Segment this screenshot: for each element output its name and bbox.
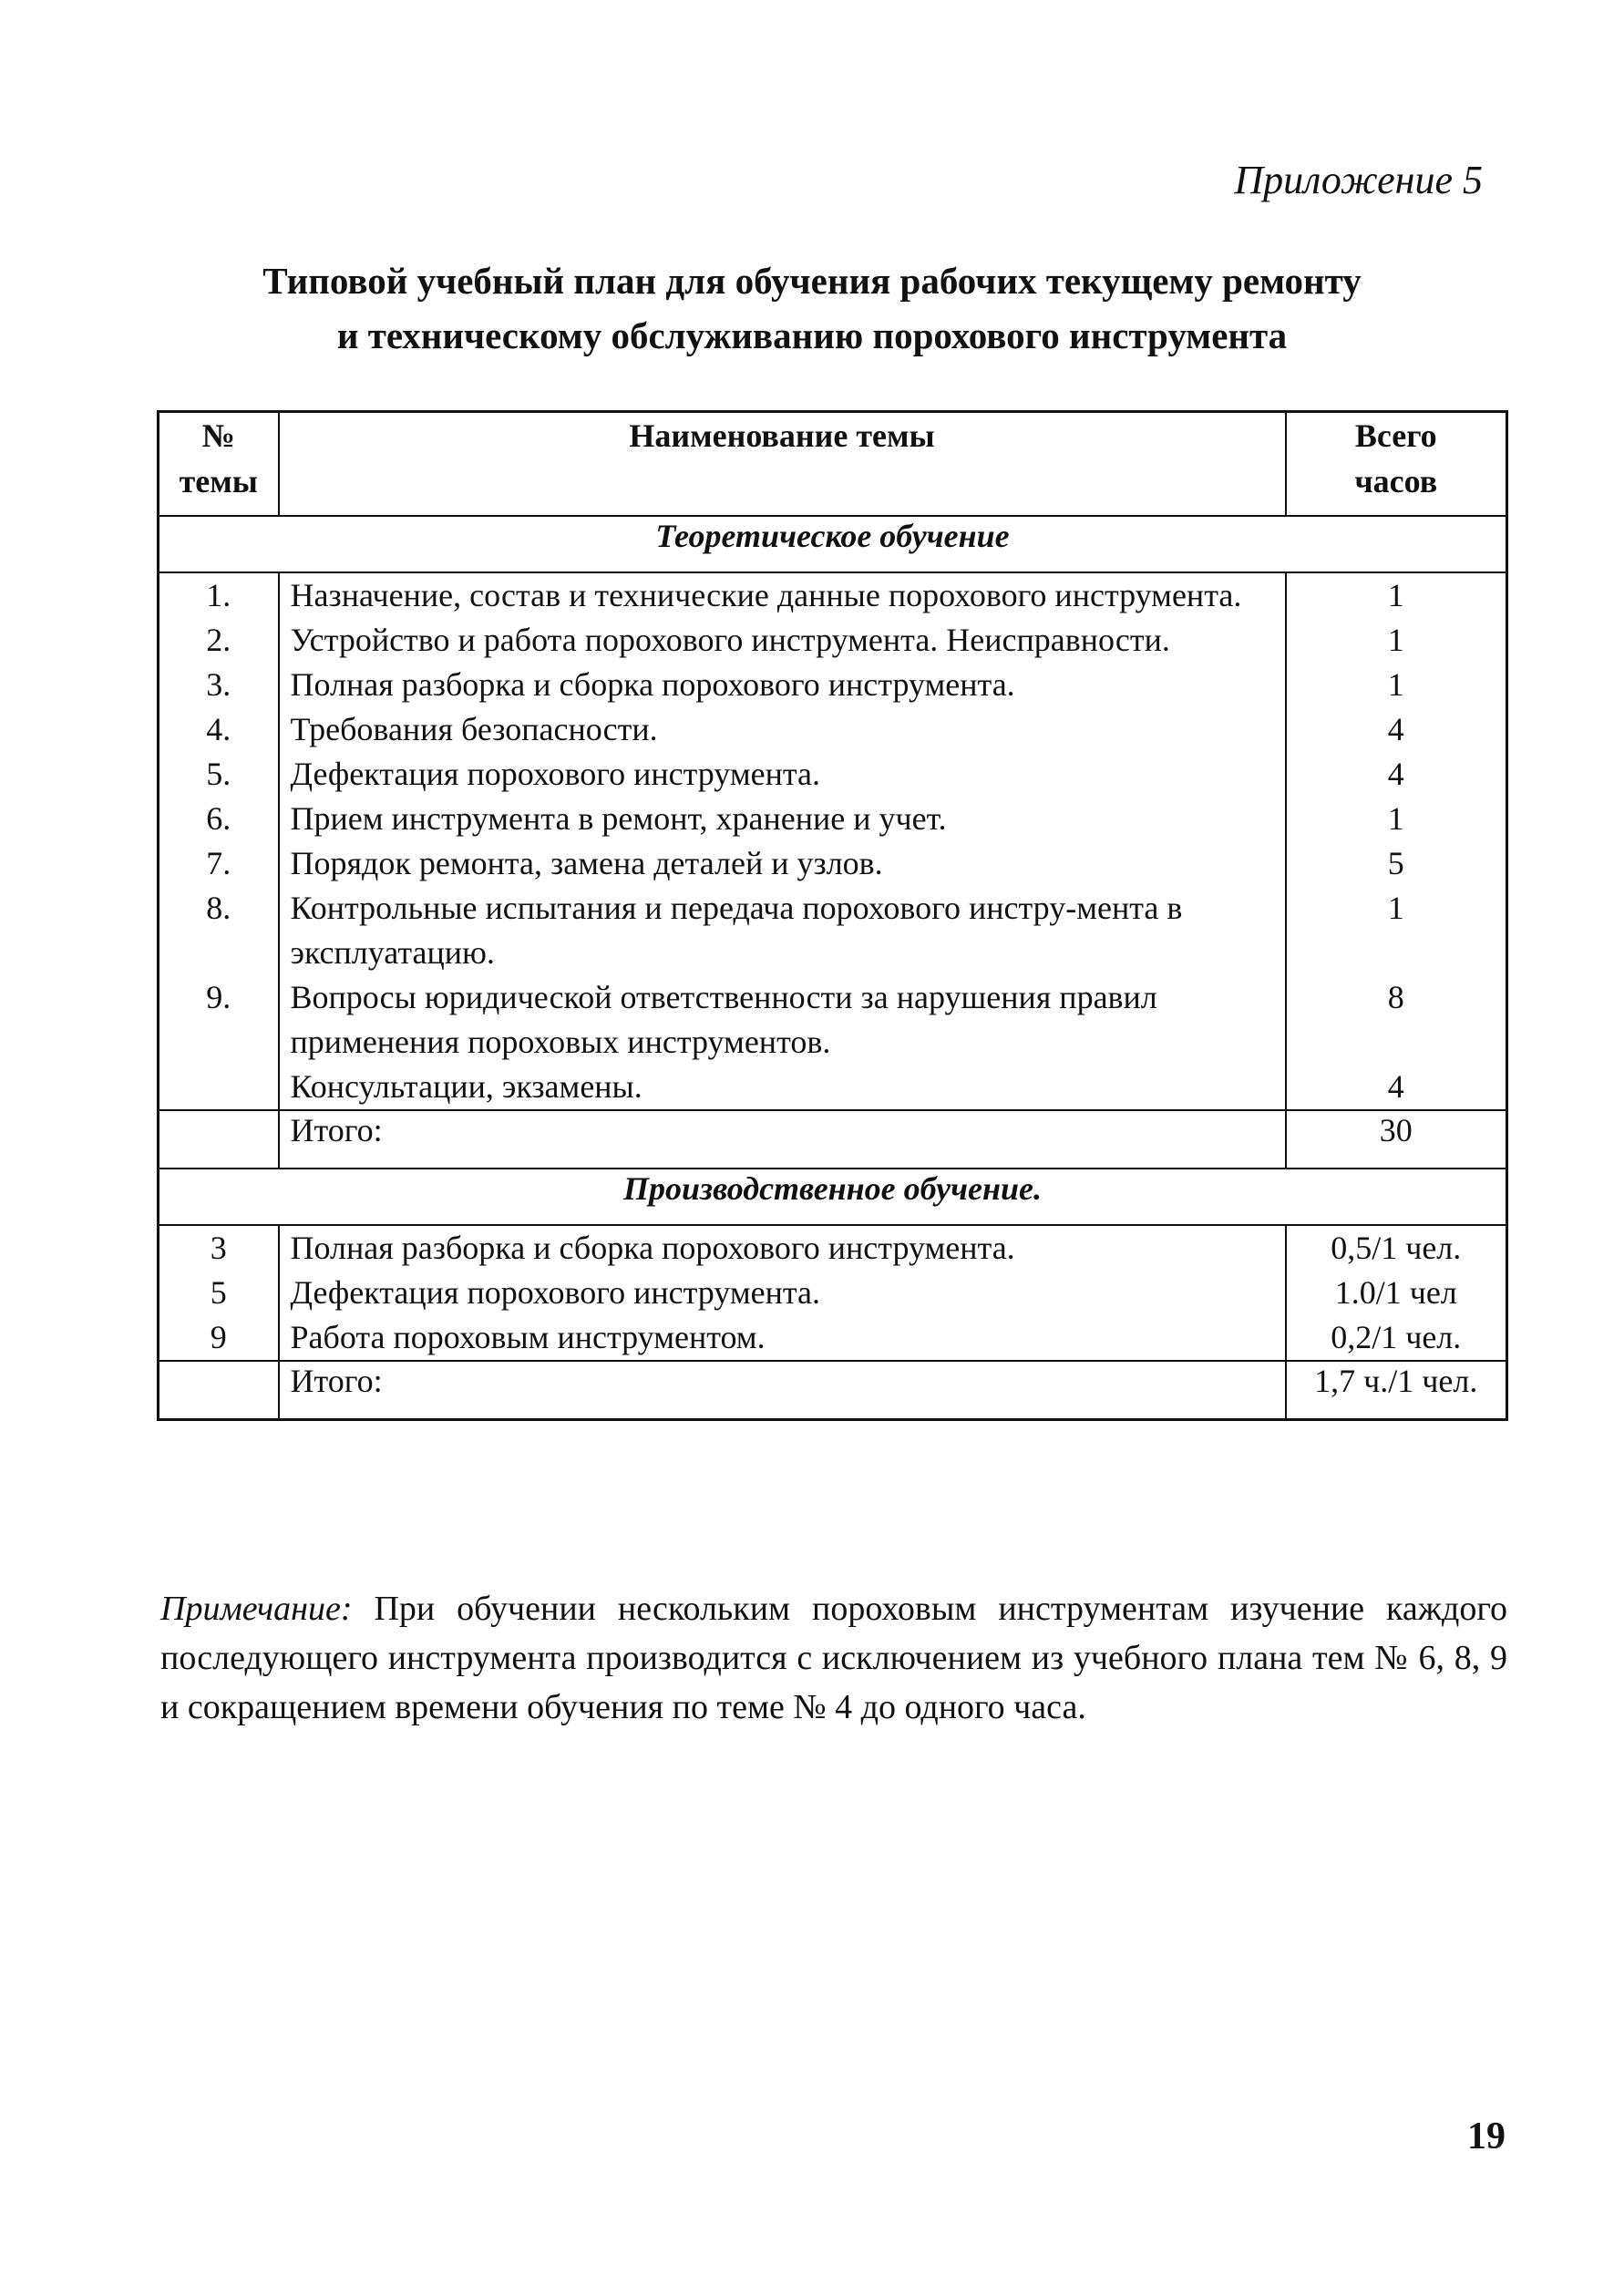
practice-section-row [159,1169,1507,1225]
page-number: 19 [1467,2116,1506,2157]
theory-section-title: Теоретическое обучение [159,516,1507,572]
table-row [159,707,1507,752]
topic-name: Устройство и работа порохового инструмента. Неисправности. [279,618,1286,663]
total-label: Итого: [279,1361,1286,1420]
topic-number: 2. [159,618,279,663]
topic-hours: 5 [1286,841,1507,886]
topic-number: 5 [159,1271,279,1315]
total-label: Итого: [279,1110,1286,1169]
table-row [159,663,1507,707]
topic-name: Назначение, состав и технические данные порохового инструмента. [279,572,1286,618]
topic-name: Требования безопасности. [279,707,1286,752]
header-num-line-2: темы [179,463,258,499]
topic-name: Полная разборка и сборка порохового инструмента. [279,1225,1286,1271]
topic-name: Вопросы юридической ответственности за нарушения правил применения пороховых инструментов. [279,975,1286,1065]
topic-number [159,1065,279,1110]
topic-name: Прием инструмента в ремонт, хранение и учет. [279,797,1286,841]
topic-number: 9 [159,1315,279,1361]
table-header-row [159,412,1507,517]
topic-number: 3 [159,1225,279,1271]
header-hours-line-2: часов [1354,463,1438,499]
topic-hours: 8 [1286,975,1507,1065]
topic-name: Работа пороховым инструментом. [279,1315,1286,1361]
topic-name: Порядок ремонта, замена деталей и узлов. [279,841,1286,886]
table-row [159,841,1507,886]
topic-hours: 4 [1286,1065,1507,1110]
table-row [159,1315,1507,1361]
title-line-1: Типовой учебный план для обучения рабочих текущему ремонту [262,260,1362,302]
topic-hours: 4 [1286,752,1507,797]
table-row [159,797,1507,841]
table-row [159,975,1507,1065]
topic-number: 8. [159,886,279,975]
header-num-line-1: № [201,417,235,454]
table-row [159,1065,1507,1110]
total-number-cell [159,1361,279,1420]
topic-number: 6. [159,797,279,841]
topic-hours: 0,2/1 чел. [1286,1315,1507,1361]
total-hours: 30 [1286,1110,1507,1169]
note-text: При обучении нескольким пороховым инструментам изучение каждого последующего инструмента производится с исключением из учебного плана тем № 6, 8, 9 и сокращением времени обучения по теме № 4 до одного часа. [160,1590,1508,1726]
topic-name: Дефектация порохового инструмента. [279,1271,1286,1315]
note-label: Примечание: [160,1590,353,1628]
topic-number: 9. [159,975,279,1065]
table-row [159,1225,1507,1271]
title-line-2: и техническому обслуживанию порохового инструмента [336,314,1288,356]
topic-number: 3. [159,663,279,707]
appendix-label: Приложение 5 [1234,158,1483,202]
topic-hours: 1 [1286,663,1507,707]
topic-hours: 1.0/1 чел [1286,1271,1507,1315]
topic-name: Контрольные испытания и передача порохового инстру-мента в эксплуатацию. [279,886,1286,975]
topic-name: Полная разборка и сборка порохового инструмента. [279,663,1286,707]
header-total-hours [1286,412,1507,517]
table-row [159,752,1507,797]
topic-name: Консультации, экзамены. [279,1065,1286,1110]
theory-section-row [159,516,1507,572]
table-row [159,618,1507,663]
document-title [0,253,1624,363]
practice-total-row [159,1361,1507,1420]
topic-hours: 1 [1286,797,1507,841]
header-topic-number [159,412,279,517]
topic-hours: 1 [1286,572,1507,618]
table-row [159,886,1507,975]
curriculum-table [157,410,1508,1421]
note [160,1584,1507,1732]
total-number-cell [159,1110,279,1169]
total-hours: 1,7 ч./1 чел. [1286,1361,1507,1420]
topic-hours: 1 [1286,618,1507,663]
header-topic-name: Наименование темы [279,412,1286,517]
table-row [159,572,1507,618]
theory-total-row [159,1110,1507,1169]
table-row [159,1271,1507,1315]
topic-number: 4. [159,707,279,752]
topic-number: 7. [159,841,279,886]
topic-hours: 0,5/1 чел. [1286,1225,1507,1271]
topic-hours: 1 [1286,886,1507,975]
topic-number: 1. [159,572,279,618]
practice-section-title: Производственное обучение. [159,1169,1507,1225]
topic-name: Дефектация порохового инструмента. [279,752,1286,797]
header-hours-line-1: Всего [1354,417,1437,454]
topic-number: 5. [159,752,279,797]
topic-hours: 4 [1286,707,1507,752]
